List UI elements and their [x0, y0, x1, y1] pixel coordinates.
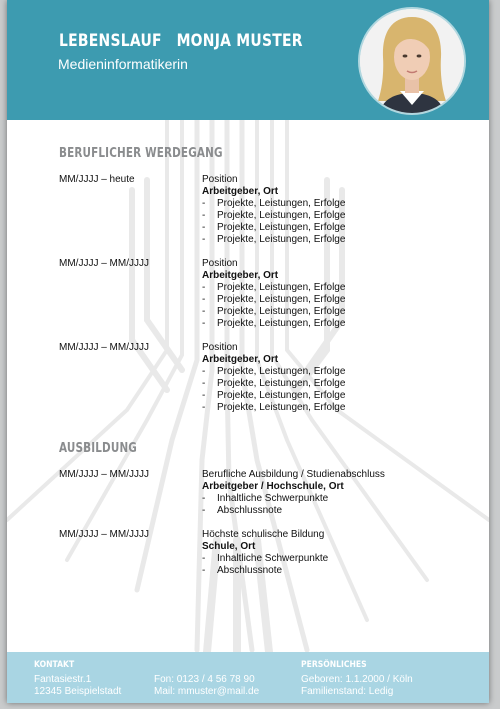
- bullet-text: Projekte, Leistungen, Erfolge: [217, 282, 346, 293]
- title-name: MONJA MUSTER: [176, 31, 303, 51]
- bullet-dash: -: [202, 505, 206, 516]
- bullet-text: Abschlussnote: [217, 565, 283, 576]
- entry-title: Position: [202, 258, 238, 269]
- bullet-dash: -: [202, 234, 206, 245]
- list-item: [202, 390, 462, 402]
- list-item: [202, 493, 462, 505]
- bullet-dash: -: [202, 294, 206, 305]
- bullet-dash: -: [202, 378, 206, 389]
- bullet-text: Abschlussnote: [217, 505, 283, 516]
- job-title: Medieninformatikerin: [58, 56, 188, 72]
- bullet-dash: -: [202, 402, 206, 413]
- footer-personal-heading: PERSÖNLICHES: [301, 660, 367, 670]
- bullet-text: Projekte, Leistungen, Erfolge: [217, 294, 346, 305]
- list-item: [202, 210, 462, 222]
- list-item: [202, 366, 462, 378]
- header-banner: [7, 0, 489, 120]
- bullet-text: Projekte, Leistungen, Erfolge: [217, 390, 346, 401]
- list-item: [202, 378, 462, 390]
- entry-org: Arbeitgeber, Ort: [202, 270, 279, 281]
- bullet-text: Projekte, Leistungen, Erfolge: [217, 210, 346, 221]
- bullet-text: Projekte, Leistungen, Erfolge: [217, 198, 346, 209]
- bullet-text: Projekte, Leistungen, Erfolge: [217, 318, 346, 329]
- footer-phone: Fon: 0123 / 4 56 78 90: [154, 674, 255, 685]
- bullet-dash: -: [202, 565, 206, 576]
- list-item: [202, 553, 462, 565]
- list-item: [202, 565, 462, 577]
- entry-org: Arbeitgeber, Ort: [202, 354, 279, 365]
- bullet-text: Projekte, Leistungen, Erfolge: [217, 378, 346, 389]
- bullet-dash: -: [202, 318, 206, 329]
- bullet-text: Inhaltliche Schwerpunkte: [217, 553, 329, 564]
- footer-street: Fantasiestr.1: [34, 674, 92, 685]
- bullet-text: Projekte, Leistungen, Erfolge: [217, 402, 346, 413]
- bullet-dash: -: [202, 282, 206, 293]
- list-item: [202, 505, 462, 517]
- footer-mail[interactable]: Mail: mmuster@mail.de: [154, 686, 260, 697]
- section-title-education: AUSBILDUNG: [59, 441, 138, 456]
- bullet-text: Projekte, Leistungen, Erfolge: [217, 366, 346, 377]
- entry-title: Position: [202, 174, 238, 185]
- list-item: [202, 294, 462, 306]
- footer-city: 12345 Beispielstadt: [34, 686, 122, 697]
- footer-bar: [7, 652, 489, 703]
- bullet-dash: -: [202, 493, 206, 504]
- bullet-text: Inhaltliche Schwerpunkte: [217, 493, 329, 504]
- list-item: [202, 222, 462, 234]
- list-item: [202, 306, 462, 318]
- section-title-experience: BERUFLICHER WERDEGANG: [59, 146, 223, 161]
- list-item: [202, 402, 462, 414]
- entry-title: Berufliche Ausbildung / Studienabschluss: [202, 469, 385, 480]
- entry-org: Arbeitgeber, Ort: [202, 186, 279, 197]
- list-item: [202, 198, 462, 210]
- profile-photo: [360, 9, 464, 113]
- entry-date: MM/JJJJ – heute: [59, 174, 135, 185]
- bullet-dash: -: [202, 198, 206, 209]
- entry-title: Höchste schulische Bildung: [202, 529, 325, 540]
- footer-contact-heading: KONTAKT: [34, 660, 75, 670]
- bullet-text: Projekte, Leistungen, Erfolge: [217, 234, 346, 245]
- list-item: [202, 282, 462, 294]
- bullet-dash: -: [202, 210, 206, 221]
- bullet-dash: -: [202, 366, 206, 377]
- footer-status: Familienstand: Ledig: [301, 686, 394, 697]
- entry-date: MM/JJJJ – MM/JJJJ: [59, 529, 149, 540]
- entry-org: Arbeitgeber / Hochschule, Ort: [202, 481, 344, 492]
- entry-date: MM/JJJJ – MM/JJJJ: [59, 258, 149, 269]
- bullet-dash: -: [202, 390, 206, 401]
- footer-born: Geboren: 1.1.2000 / Köln: [301, 674, 413, 685]
- bullet-dash: -: [202, 222, 206, 233]
- bullet-text: Projekte, Leistungen, Erfolge: [217, 306, 346, 317]
- list-item: [202, 318, 462, 330]
- bullet-text: Projekte, Leistungen, Erfolge: [217, 222, 346, 233]
- entry-title: Position: [202, 342, 238, 353]
- resume-page: [7, 0, 489, 703]
- bullet-dash: -: [202, 553, 206, 564]
- header-title: [59, 31, 303, 51]
- entry-org: Schule, Ort: [202, 541, 256, 552]
- bullet-dash: -: [202, 306, 206, 317]
- list-item: [202, 234, 462, 246]
- title-lebenslauf: LEBENSLAUF: [59, 31, 162, 51]
- entry-date: MM/JJJJ – MM/JJJJ: [59, 342, 149, 353]
- entry-date: MM/JJJJ – MM/JJJJ: [59, 469, 149, 480]
